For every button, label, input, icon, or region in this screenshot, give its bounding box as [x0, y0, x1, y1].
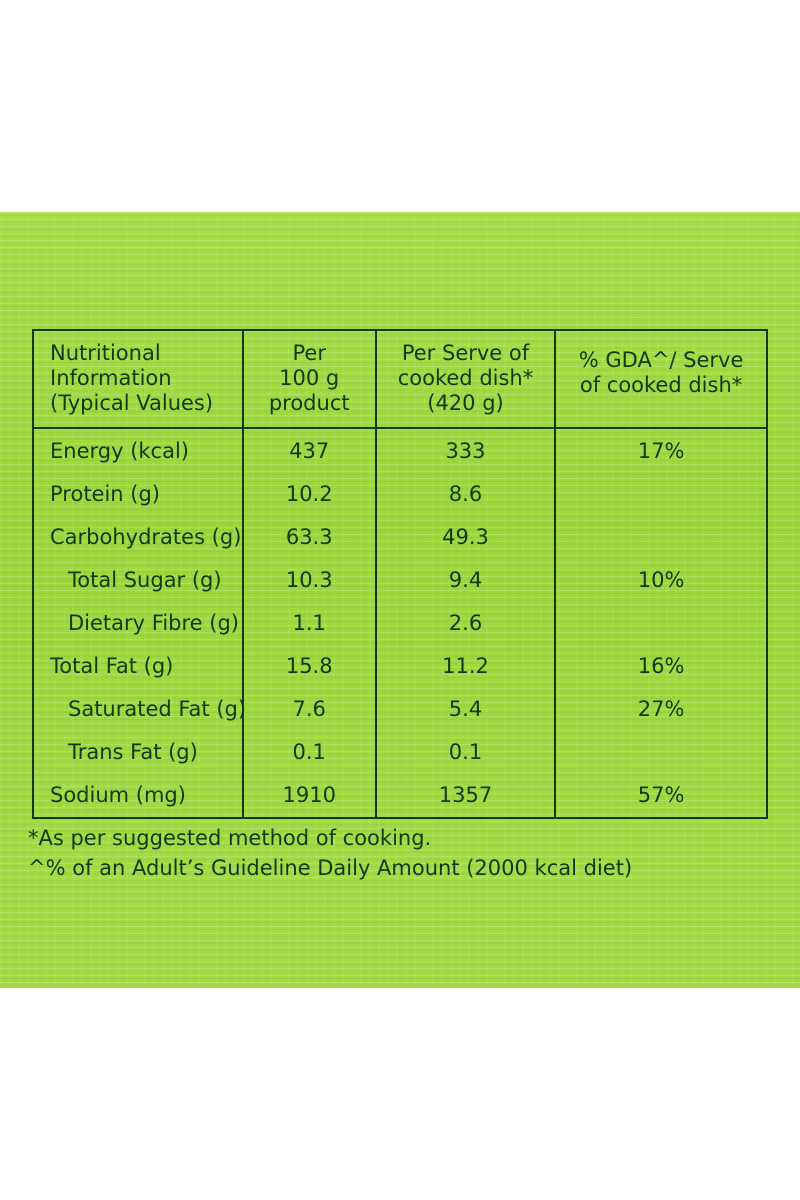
value-per-100g: 10.2 — [243, 472, 376, 515]
header-line: product — [268, 390, 350, 415]
value-per-serve: 9.4 — [376, 559, 555, 602]
nutrient-label: Saturated Fat (g) — [68, 696, 247, 721]
value-per-100g: 1.1 — [243, 602, 376, 645]
table-row — [34, 731, 766, 774]
nutrient-label: Dietary Fibre (g) — [68, 610, 239, 635]
footnote-gda-definition: ^% of an Adult’s Guideline Daily Amount (2000 kcal diet) — [28, 855, 633, 880]
value-gda: 17% — [555, 428, 766, 472]
value-gda: 27% — [555, 688, 766, 731]
header-line: 100 g — [279, 365, 340, 390]
value-gda — [555, 602, 766, 645]
nutrition-label-panel — [0, 212, 800, 988]
nutrient-label: Total Sugar (g) — [68, 567, 222, 592]
value-per-serve: 49.3 — [376, 516, 555, 559]
table-row — [34, 774, 766, 817]
value-per-serve: 0.1 — [376, 731, 555, 774]
header-line: cooked dish* — [397, 365, 534, 390]
value-per-serve: 11.2 — [376, 645, 555, 688]
value-per-serve: 5.4 — [376, 688, 555, 731]
value-per-serve: 333 — [376, 428, 555, 472]
header-line: Per — [292, 341, 326, 365]
value-per-100g: 10.3 — [243, 559, 376, 602]
table-row — [34, 428, 766, 472]
nutritional-information-table — [32, 329, 768, 819]
value-gda: 57% — [555, 774, 766, 817]
nutrient-label: Carbohydrates (g) — [50, 524, 242, 549]
value-per-100g: 15.8 — [243, 645, 376, 688]
value-per-100g: 1910 — [243, 774, 376, 817]
header-percent-gda — [555, 331, 766, 428]
nutrient-label: Sodium (mg) — [50, 783, 186, 808]
header-nutritional-information — [34, 331, 243, 428]
value-gda — [555, 516, 766, 559]
table-row — [34, 559, 766, 602]
value-per-serve: 2.6 — [376, 602, 555, 645]
table-row — [34, 602, 766, 645]
nutrient-label: Protein (g) — [50, 481, 161, 506]
nutrient-label: Trans Fat (g) — [68, 740, 198, 764]
value-gda — [555, 472, 766, 515]
value-gda — [555, 731, 766, 774]
nutrient-label: Energy (kcal) — [50, 438, 189, 463]
header-line: (420 g) — [427, 390, 504, 415]
value-gda: 10% — [555, 559, 766, 602]
header-per-100g — [243, 331, 376, 428]
header-line: Per Serve of — [401, 341, 530, 365]
header-line: Nutritional — [50, 341, 161, 365]
value-per-100g: 7.6 — [243, 688, 376, 731]
table-row — [34, 688, 766, 731]
value-per-serve: 8.6 — [376, 472, 555, 515]
table-header-row — [34, 331, 766, 428]
header-line: % GDA^/ Serve — [578, 348, 744, 373]
footnote-cooking-method: *As per suggested method of cooking. — [28, 826, 432, 850]
header-per-serve — [376, 331, 555, 428]
table-row — [34, 472, 766, 515]
footnotes — [28, 824, 768, 884]
value-per-serve: 1357 — [376, 774, 555, 817]
nutrient-label: Total Fat (g) — [50, 653, 174, 678]
value-per-100g: 63.3 — [243, 516, 376, 559]
header-line: Information — [50, 365, 172, 390]
value-gda: 16% — [555, 645, 766, 688]
table-row — [34, 645, 766, 688]
value-per-100g: 437 — [243, 428, 376, 472]
value-per-100g: 0.1 — [243, 731, 376, 774]
header-line: (Typical Values) — [50, 390, 214, 415]
header-line: of cooked dish* — [579, 373, 743, 398]
table-row — [34, 516, 766, 559]
